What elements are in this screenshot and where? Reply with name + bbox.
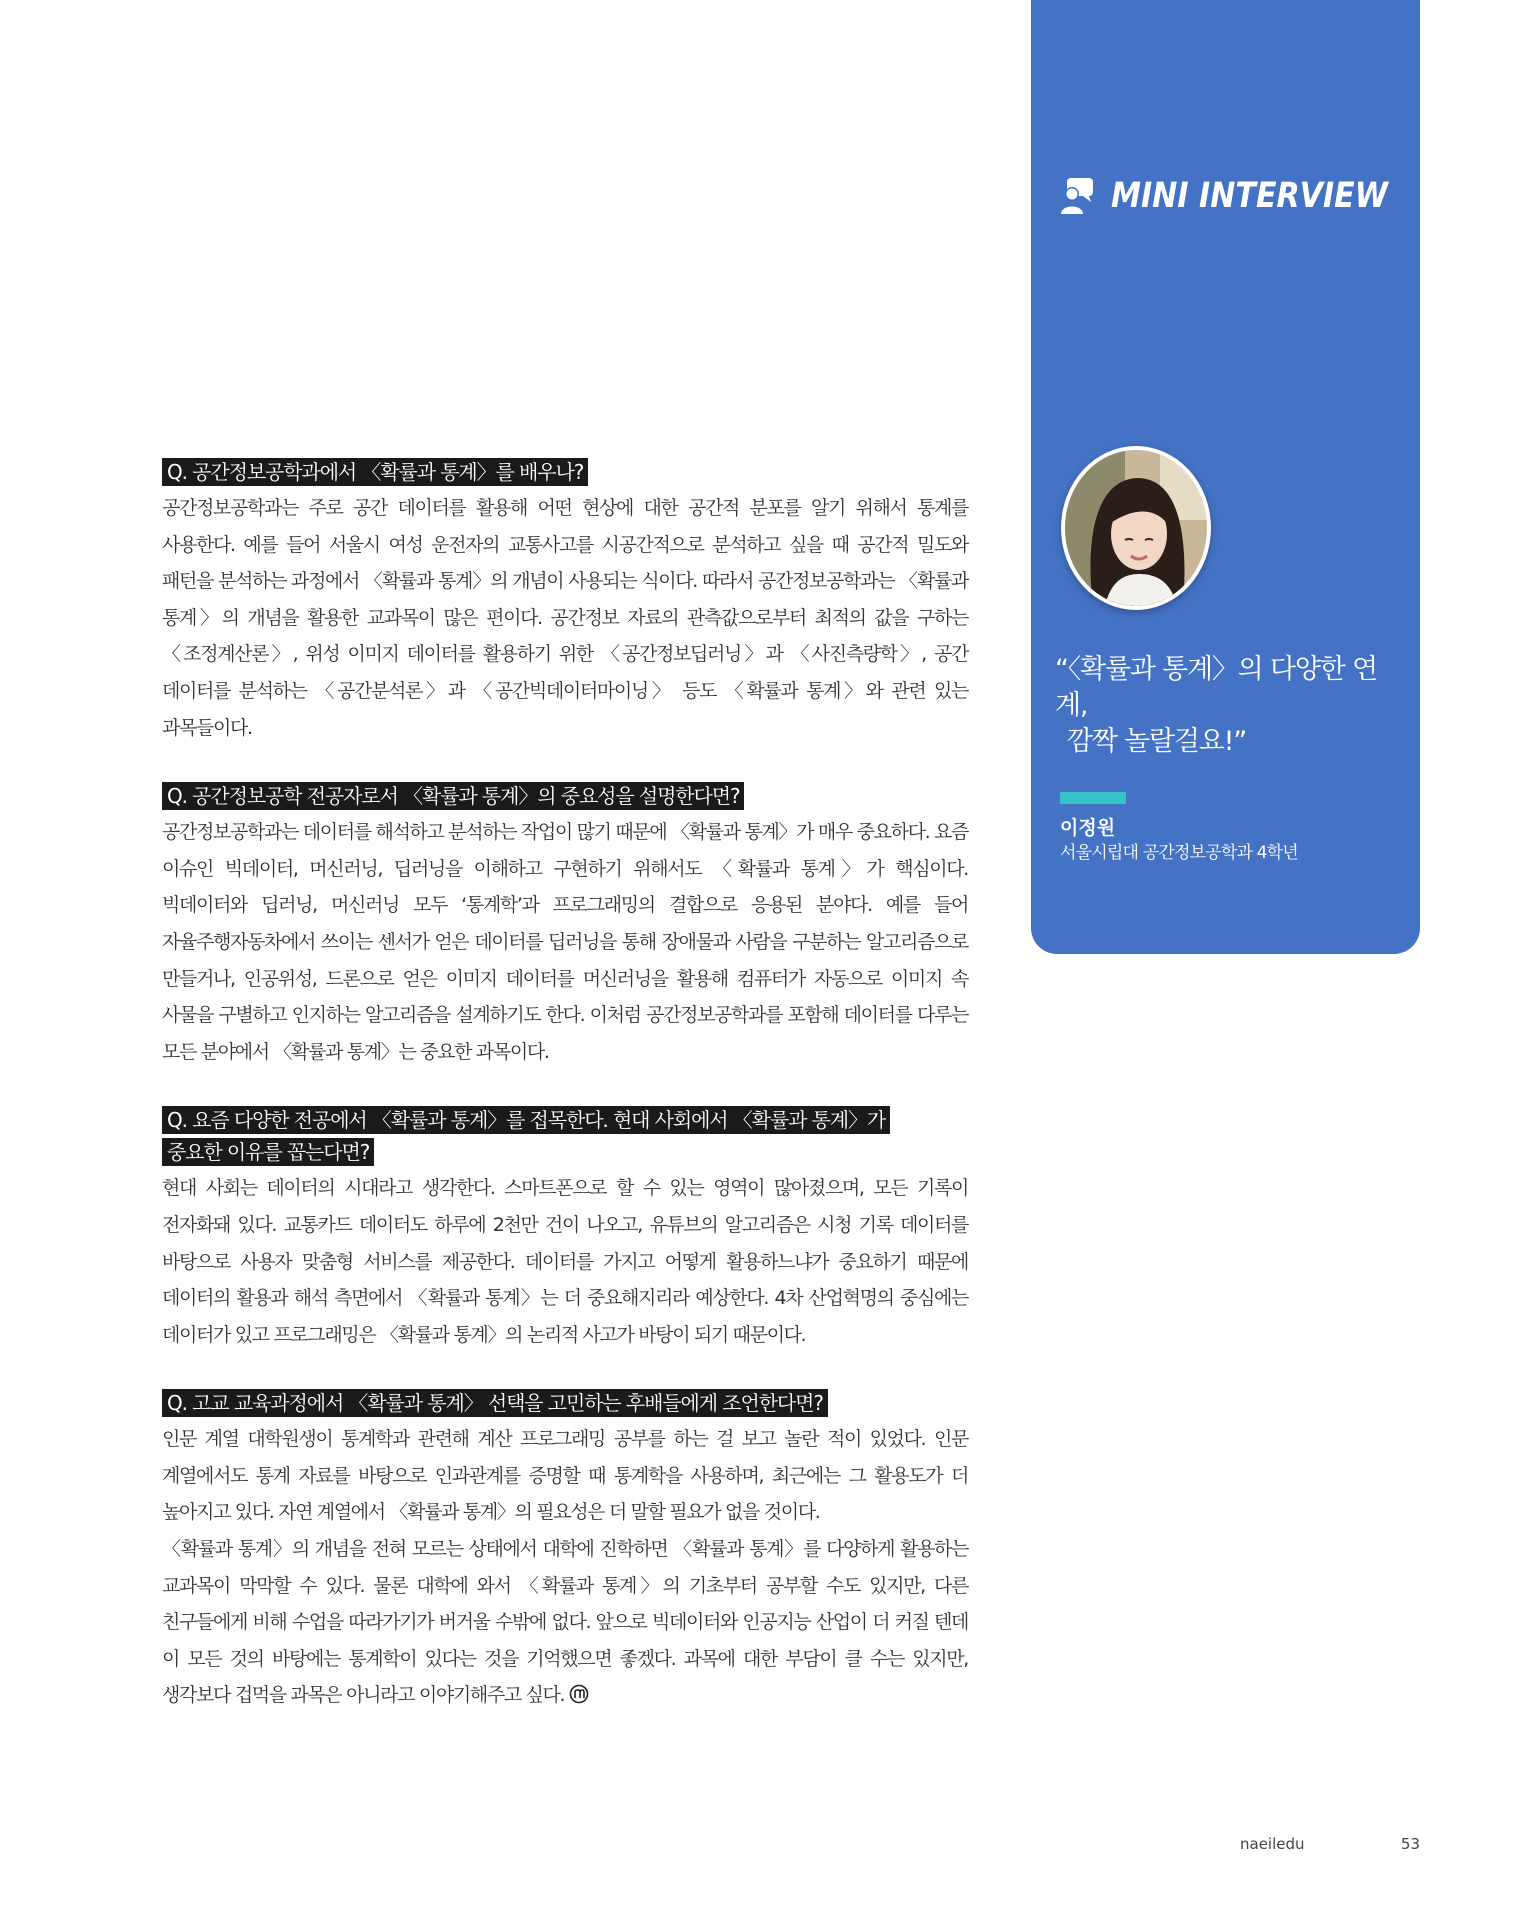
answer-4-paragraph-2-text: 〈확률과 통계〉의 개념을 전혀 모르는 상태에서 대학에 진학하면 〈확률과 통계〉를 다양하게 활용하는 교과목이 막막할 수 있다. 물론 대학에 와서 〈확률과 통계〉의 기초부터 공부할 수도 있지만, 다른 친구들에게 비해 수업을 따라가기가 버거울 수밖에 없다. 앞으로 빅데이터와 인공지능 산업이 더 커질 텐데 이 모든 것의 바탕에는 통계학이 있다는 것을 기억했으면 좋겠다. 과목에 대한 부담이 클 수는 있지만, 생각보다 겁먹을 과목은 아니라고 이야기해주고 싶다. xyxy=(162,1538,969,1707)
page-number: 53 xyxy=(1400,1835,1420,1853)
answer-4: 인문 계열 대학원생이 통계학과 관련해 계산 프로그래밍 공부를 하는 걸 보고 놀란 적이 있었다. 인문 계열에서도 통계 자료를 바탕으로 인과관계를 증명할 때 통계학을 사용하며, 최근에는 그 활용도가 더 높아지고 있다. 자연 계열에서 〈확률과 통계〉의 필요성은 더 말할 필요가 없을 것이다. xyxy=(162,1428,968,1524)
question-4: Q. 고교 교육과정에서 〈확률과 통계〉 선택을 고민하는 후배들에게 조언한다면? xyxy=(162,1389,828,1417)
mini-interview-title: MINI INTERVIEW xyxy=(1111,176,1388,216)
mini-interview-heading xyxy=(1059,174,1433,218)
qa-block-4 xyxy=(162,1389,968,1714)
interview-panel xyxy=(1031,0,1420,954)
quote-line-2: 깜짝 놀랄걸요!” xyxy=(1067,726,1247,757)
interview-person-icon xyxy=(1059,176,1099,216)
interview-quote xyxy=(1055,652,1405,760)
answer-4-paragraph-2 xyxy=(162,1531,968,1714)
quote-line-1: “〈확률과 통계〉의 다양한 연계, xyxy=(1055,654,1377,721)
portrait-image xyxy=(1065,450,1207,606)
question-3-line-2: 중요한 이유를 꼽는다면? xyxy=(162,1138,374,1166)
avatar xyxy=(1061,446,1211,610)
qa-block-1 xyxy=(162,458,968,746)
interviewee-affiliation: 서울시립대 공간정보공학과 4학년 xyxy=(1060,843,1298,863)
question-3-line-1: Q. 요즘 다양한 전공에서 〈확률과 통계〉를 접목한다. 현대 사회에서 〈확률과 통계〉가 xyxy=(162,1106,890,1134)
answer-3: 현대 사회는 데이터의 시대라고 생각한다. 스마트폰으로 할 수 있는 영역이 많아졌으며, 모든 기록이 전자화돼 있다. 교통카드 데이터도 하루에 2천만 건이 나오고, 유튜브의 알고리즘은 시청 기록 데이터를 바탕으로 사용자 맞춤형 서비스를 제공한다. 데이터를 가지고 어떻게 활용하느냐가 중요하기 때문에 데이터의 활용과 해석 측면에서 〈확률과 통계〉는 더 중요해지리라 예상한다. 4차 산업혁명의 중심에는 데이터가 있고 프로그래밍은 〈확률과 통계〉의 논리적 사고가 바탕이 되기 때문이다. xyxy=(162,1177,968,1346)
end-mark-icon xyxy=(569,1684,589,1704)
question-2: Q. 공간정보공학 전공자로서 〈확률과 통계〉의 중요성을 설명한다면? xyxy=(162,782,744,810)
qa-block-3 xyxy=(162,1106,968,1353)
page-footer xyxy=(1240,1835,1420,1853)
question-1: Q. 공간정보공학과에서 〈확률과 통계〉를 배우나? xyxy=(162,458,588,486)
interviewee-photo xyxy=(1061,446,1211,610)
interviewee-name: 이정원 xyxy=(1060,817,1116,839)
qa-block-2 xyxy=(162,782,968,1070)
answer-2: 공간정보공학과는 데이터를 해석하고 분석하는 작업이 많기 때문에 〈확률과 통계〉가 매우 중요하다. 요즘 이슈인 빅데이터, 머신러닝, 딥러닝을 이해하고 구현하기 위해서도 〈확률과 통계〉가 핵심이다. 빅데이터와 딥러닝, 머신러닝 모두 ‘통계학’과 프로그래밍의 결합으로 응용된 분야다. 예를 들어 자율주행자동차에서 쓰이는 센서가 얻은 데이터를 딥러닝을 통해 장애물과 사람을 구분하는 알고리즘으로 만들거나, 인공위성, 드론으로 얻은 이미지 데이터를 머신러닝을 활용해 컴퓨터가 자동으로 이미지 속 사물을 구별하고 인지하는 알고리즘을 설계하기도 한다. 이처럼 공간정보공학과를 포함해 데이터를 다루는 모든 분야에서 〈확률과 통계〉는 중요한 과목이다. xyxy=(162,821,968,1063)
answer-1: 공간정보공학과는 주로 공간 데이터를 활용해 어떤 현상에 대한 공간적 분포를 알기 위해서 통계를 사용한다. 예를 들어 서울시 여성 운전자의 교통사고를 시공간적으로 분석하고 싶을 때 공간적 밀도와 패턴을 분석하는 과정에서 〈확률과 통계〉의 개념이 사용되는 식이다. 따라서 공간정보공학과는 〈확률과 통계〉의 개념을 활용한 교과목이 많은 편이다. 공간정보 자료의 관측값으로부터 최적의 값을 구하는 〈조정계산론〉, 위성 이미지 데이터를 활용하기 위한 〈공간정보딥러닝〉과 〈사진측량학〉, 공간 데이터를 분석하는 〈공간분석론〉과 〈공간빅데이터마이닝〉 등도 〈확률과 통계〉와 관련 있는 과목들이다. xyxy=(162,497,968,739)
accent-bar xyxy=(1060,792,1126,804)
footer-brand: naeiledu xyxy=(1240,1835,1305,1853)
interview-article xyxy=(162,458,968,1750)
